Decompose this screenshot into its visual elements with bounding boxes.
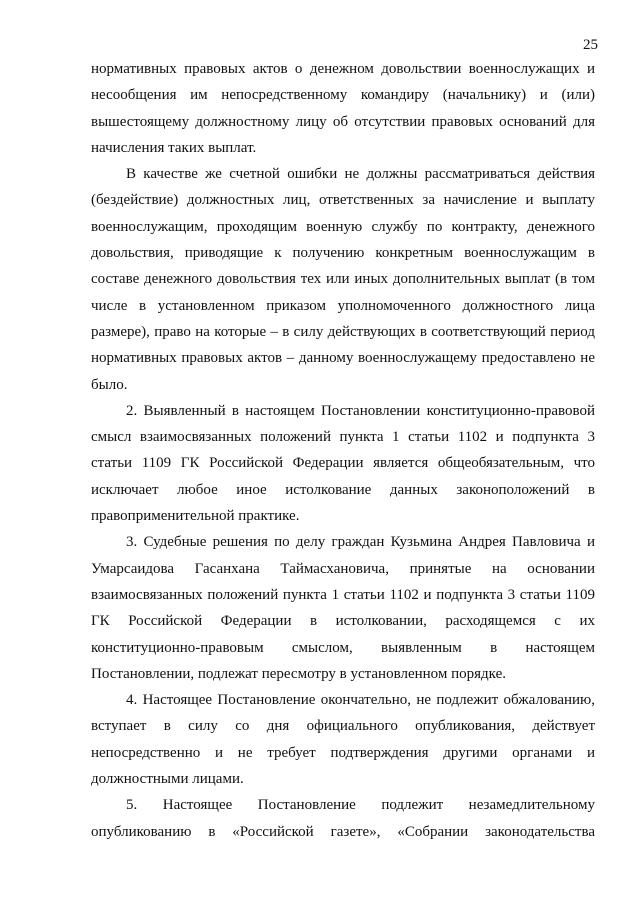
paragraph-item-4: 4. Настоящее Постановление окончательно, не подлежит обжалованию, вступает в силу со дня официального опубликования, действует непосредственно и не требует подтверждения другими органами и должностными лицами.	[91, 692, 595, 788]
paragraph-item-3: 3. Судебные решения по делу граждан Кузьмина Андрея Павловича и Умарсаидова Гасанхана Таймасхановича, принятые на основании взаимосвязанных положений пункта 1 статьи 1102 и подпункта 3 статьи 1109 ГК Российской Федерации в истолковании, расходящемся с их конституционно-правовым смыслом, выявленным в настоящем Постановлении, подлежат пересмотру в установленном порядке.	[91, 534, 595, 682]
paragraph-item-5: 5. Настоящее Постановление подлежит незамедлительному опубликованию в «Российской газете», «Собрании законодательства	[91, 797, 595, 840]
paragraph-item-2: 2. Выявленный в настоящем Постановлении конституционно-правовой смысл взаимосвязанных положений пункта 1 статьи 1102 и подпункта 3 статьи 1109 ГК Российской Федерации является общеобязательным, что исключает любое иное истолкование данных законоположений в правоприменительной практике.	[91, 402, 595, 525]
page-number: 25	[583, 37, 598, 53]
document-body	[91, 56, 595, 845]
paragraph-continuation: нормативных правовых актов о денежном довольствии военнослужащих и несообщения им непосредственному командиру (начальнику) и (или) вышестоящему должностному лицу об отсутствии правовых оснований для начисления таких выплат.	[91, 61, 595, 156]
paragraph-accounting-error: В качестве же счетной ошибки не должны рассматриваться действия (бездействие) должностных лиц, ответственных за начисление и выплату военнослужащим, проходящим военную службу по контракту, денежного довольствия, приводящие к получению конкретным военнослужащим в составе денежного довольствия тех или иных дополнительных выплат (в том числе в установленном приказом уполномоченного должностного лица размере), право на которые – в силу действующих в соответствующий период нормативных правовых актов – данному военнослужащему предоставлено не было.	[91, 166, 595, 393]
